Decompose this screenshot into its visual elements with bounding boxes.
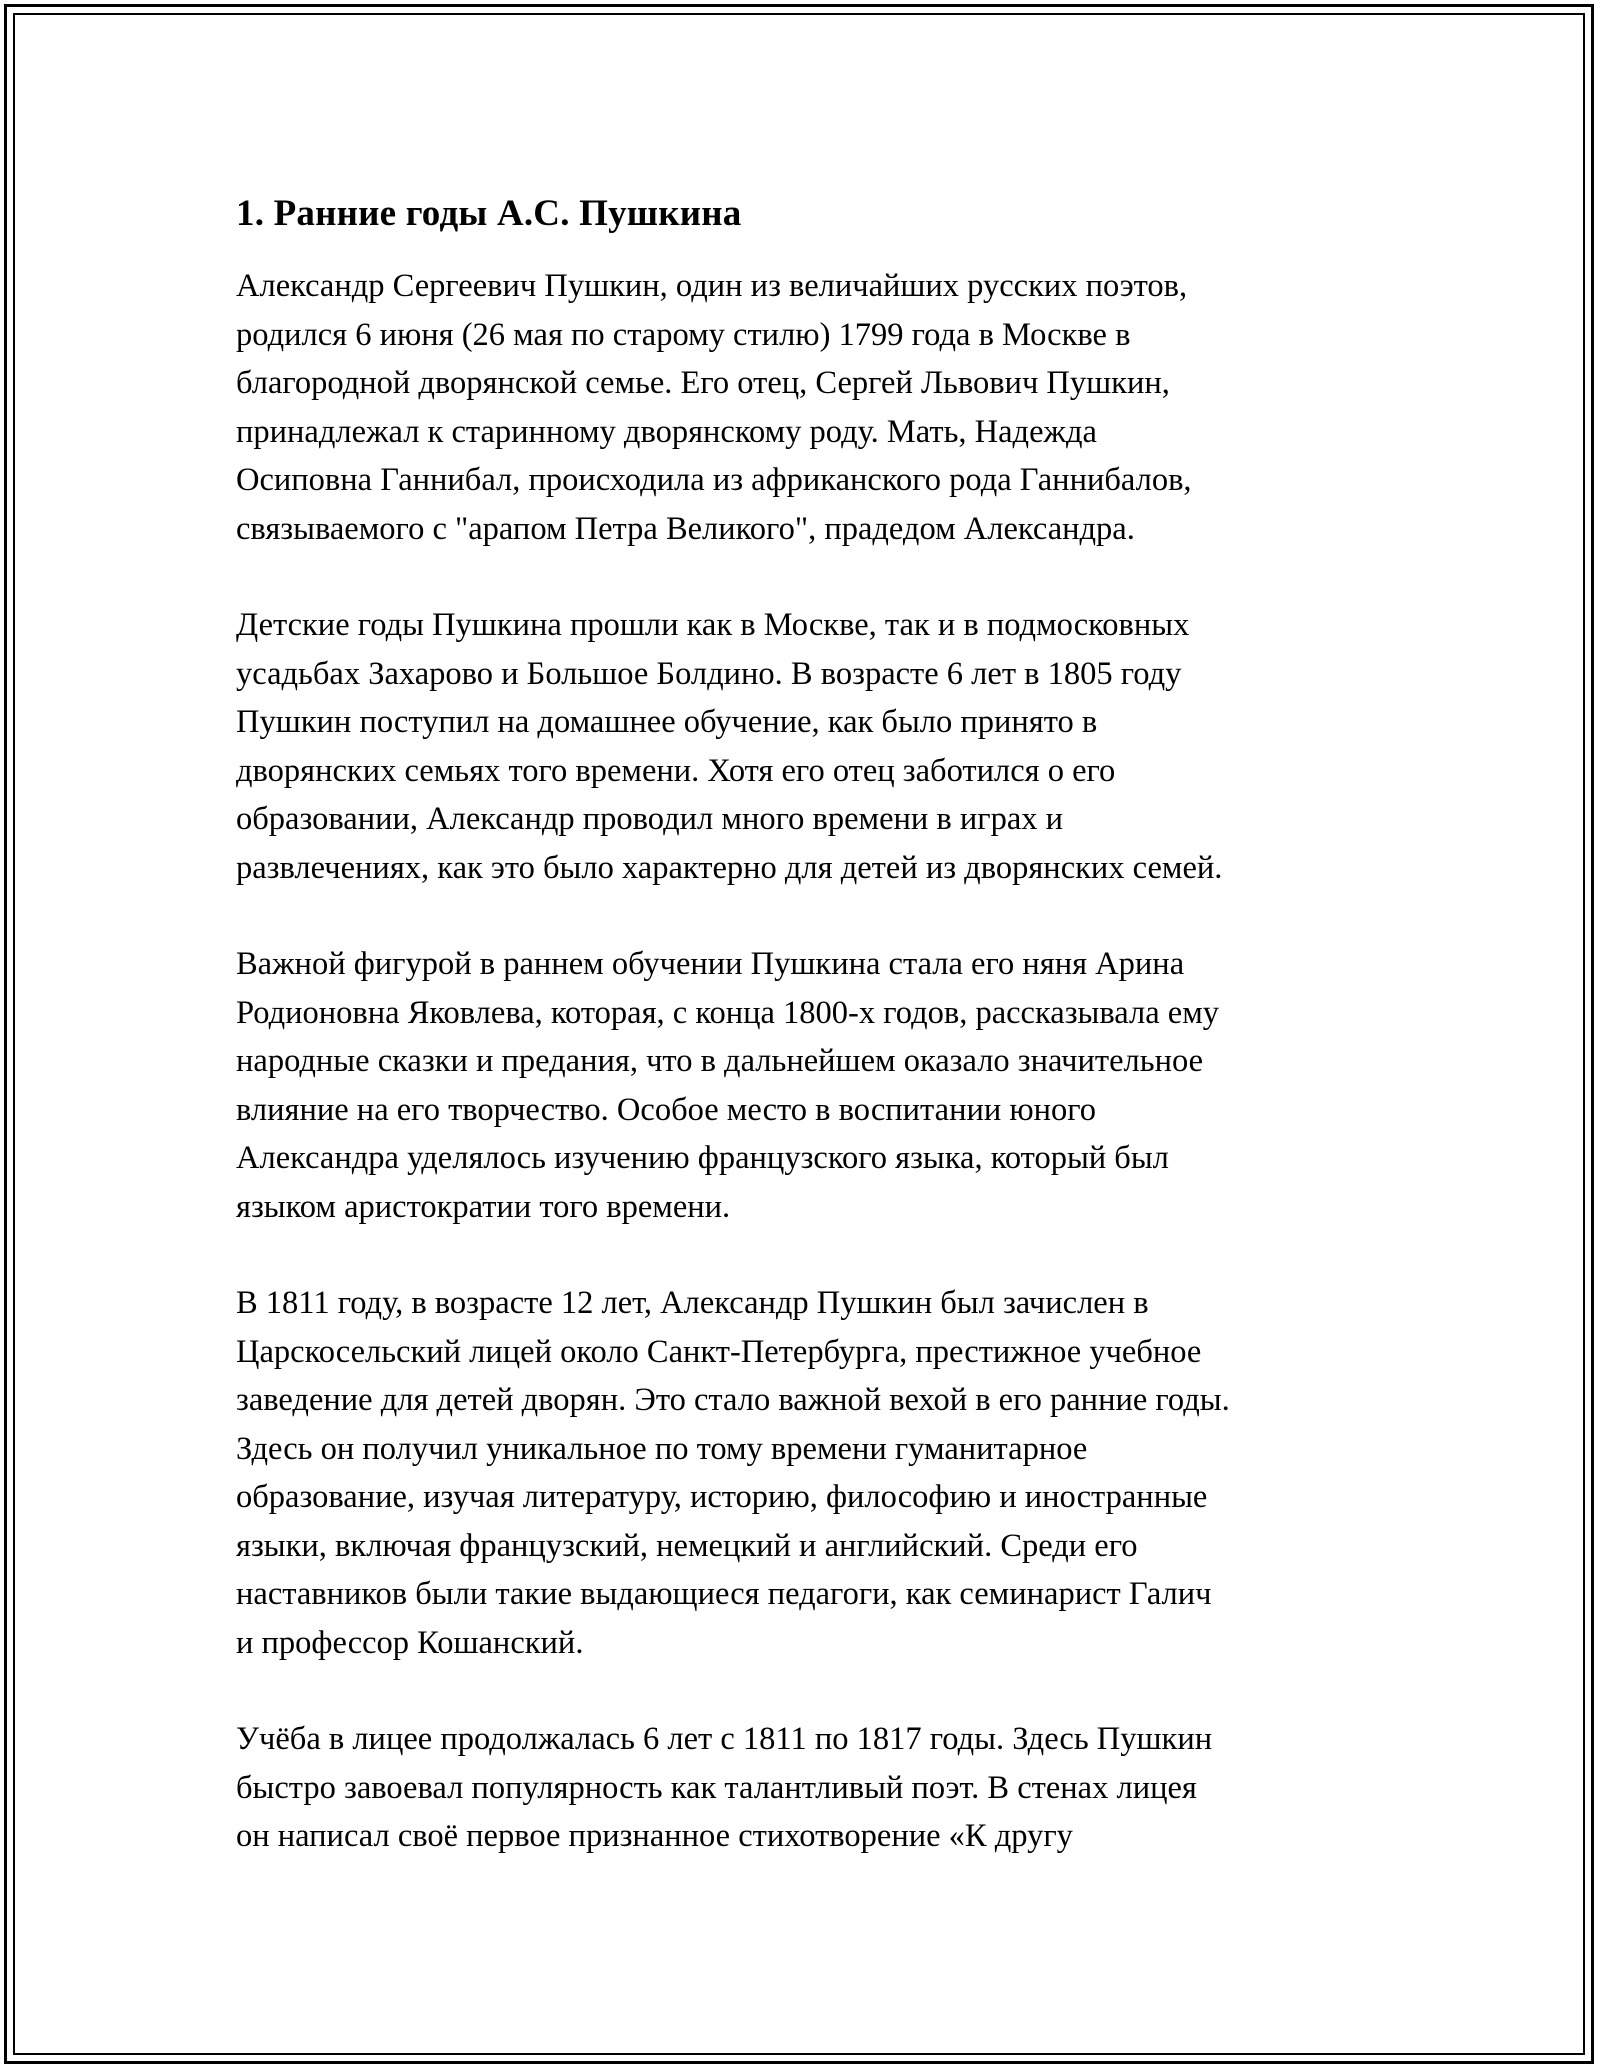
paragraph-lyceum-entry: В 1811 году, в возрасте 12 лет, Александр Пушкин был зачислен в Царскосельский лицей около Санкт-Петербурга, престижное учебное заведение для детей дворян. Это стало важной вехой в его ранние годы. Здесь он получил уникальное по тому времени гуманитарное образование, изучая литературу, историю, философию и иностранные языки, включая французский, немецкий и английский. Среди его наставников были такие выдающиеся педагоги, как семинарист Галич и профессор Кошанский. — [236, 1285, 1230, 1661]
paragraph-nanny: Важной фигурой в раннем обучении Пушкина стала его няня Арина Родионовна Яковлева, которая, с конца 1800-х годов, рассказывала ему народные сказки и предания, что в дальнейшем оказало значительное влияние на его творчество. Особое место в воспитании юного Александра уделялось изучению французского языка, который был языком аристократии того времени. — [236, 946, 1220, 1225]
section-heading: 1. Ранние годы А.С. Пушкина — [236, 193, 742, 234]
paragraph-childhood: Детские годы Пушкина прошли как в Москве, так и в подмосковных усадьбах Захарово и Большое Болдино. В возрасте 6 лет в 1805 году Пушкин поступил на домашнее обучение, как было принято в дворянских семьях того времени. Хотя его отец заботился о его образовании, Александр проводил много времени в играх и развлечениях, как это было характерно для детей из дворянских семей. — [236, 607, 1223, 886]
paragraph-lyceum-study: Учёба в лицее продолжалась 6 лет с 1811 по 1817 годы. Здесь Пушкин быстро завоевал популярность как талантливый поэт. В стенах лицея он написал своё первое признанное стихотворение «К другу — [236, 1721, 1213, 1854]
paragraph-origins: Александр Сергеевич Пушкин, один из величайших русских поэтов, родился 6 июня (26 мая по старому стилю) 1799 года в Москве в благородной дворянской семье. Его отец, Сергей Львович Пушкин, принадлежал к старинному дворянскому роду. Мать, Надежда Осиповна Ганнибал, происходила из африканского рода Ганнибалов, связываемого с "арапом Петра Великого", прадедом Александра. — [236, 268, 1192, 547]
document-body — [236, 186, 1386, 1909]
